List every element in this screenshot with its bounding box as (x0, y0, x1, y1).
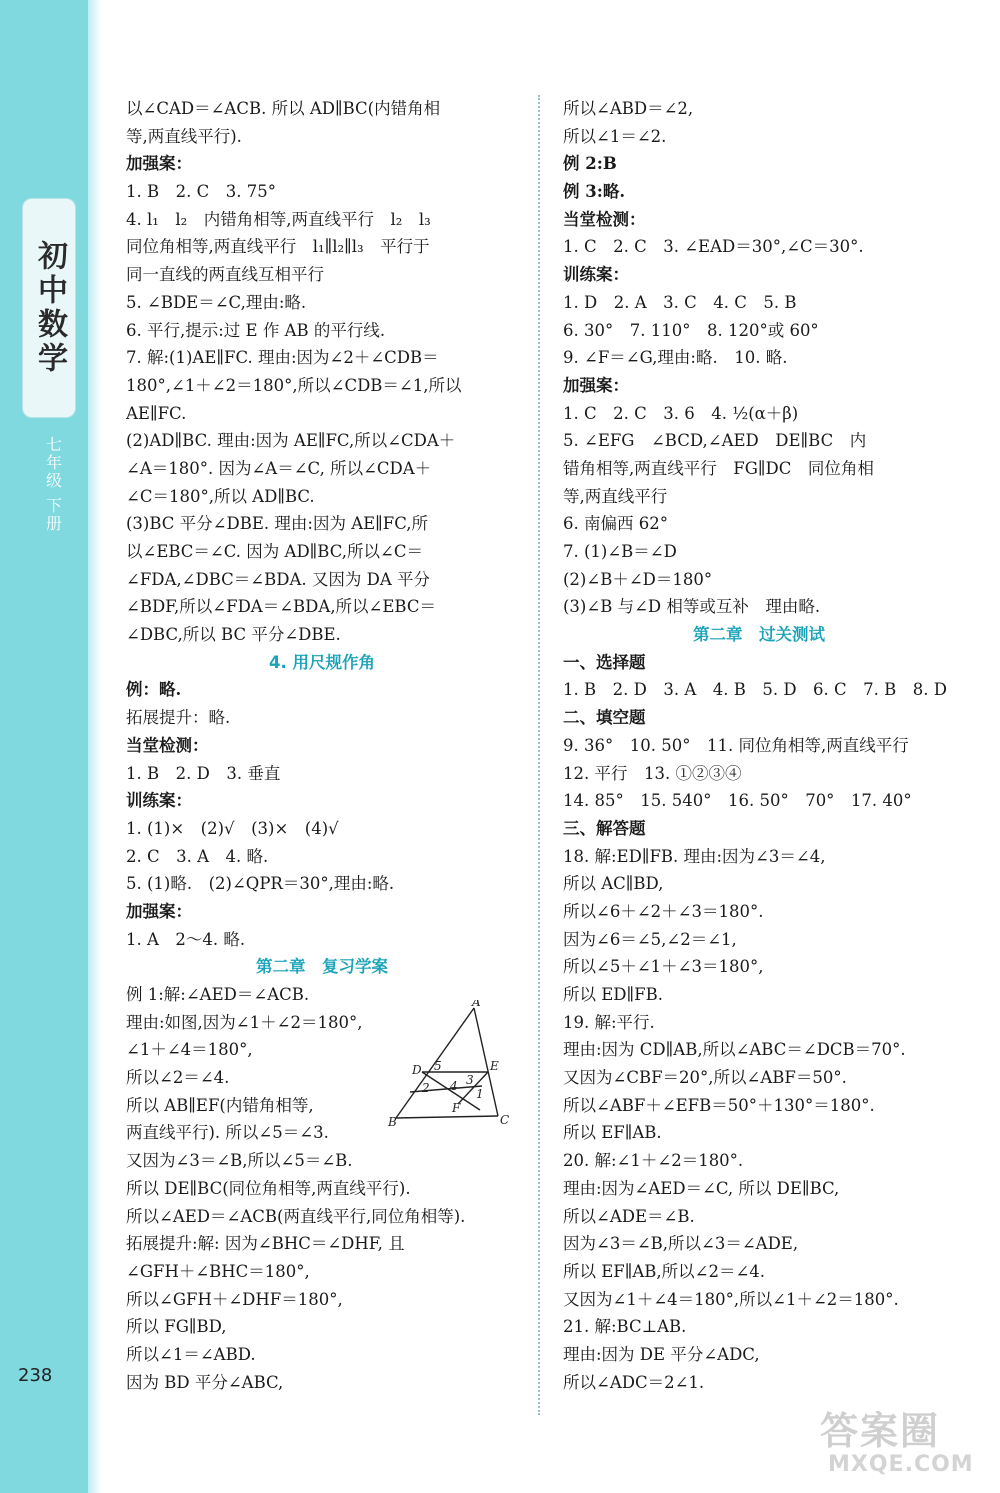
grade-label: 七年级 下册 (43, 436, 63, 534)
answer-line: 所以 AC∥BD, (563, 874, 664, 894)
answer-line: 又因为∠1＋∠4＝180°,所以∠1＋∠2＝180°. (563, 1289, 899, 1309)
answer-line: 9. 36° 10. 50° 11. 同位角相等,两直线平行 (563, 735, 909, 755)
answer-line: 19. 解:平行. (563, 1012, 655, 1032)
answer-line: ∠DBC,所以 BC 平分∠DBE. (126, 625, 341, 645)
answer-line: ∠1＋∠4＝180°, (126, 1040, 253, 1060)
answer-line: 1. C 2. C 3. 6 4. ½(α＋β) (563, 403, 799, 423)
answer-line: 加强案： (563, 375, 629, 395)
answer-line: 所以∠ADE＝∠B. (563, 1206, 695, 1226)
answer-line: ∠BDF,所以∠FDA＝∠BDA,所以∠EBC＝ (126, 597, 436, 617)
answer-line: 1. B 2. D 3. 垂直 (126, 763, 281, 783)
answer-line: 2. C 3. A 4. 略. (126, 846, 269, 866)
triangle-diagram (382, 1000, 520, 1130)
answer-line: 所以 EF∥AB. (563, 1123, 662, 1143)
answer-line: 5. ∠EFG ∠BCD,∠AED DE∥BC 内 (563, 431, 867, 451)
answer-line: 因为 BD 平分∠ABC, (126, 1372, 284, 1392)
answer-line: 所以∠2＝∠4. (126, 1068, 230, 1088)
section-title: 4. 用尺规作角 (269, 652, 375, 672)
answer-line: 错角相等,两直线平行 FG∥DC 同位角相 (563, 458, 874, 478)
answer-line: 加强案： (126, 154, 192, 174)
answer-line: (2)AD∥BC. 理由:因为 AE∥FC,所以∠CDA＋ (126, 431, 456, 451)
answer-line: 7. (1)∠B＝∠D (563, 542, 677, 561)
answer-line: 6. 南偏西 62° (563, 514, 668, 534)
answer-line: 一、选择题 (563, 652, 646, 672)
answer-line: 所以∠ADC＝2∠1. (563, 1372, 705, 1392)
answer-line: 4. l₁ l₂ 内错角相等,两直线平行 l₂ l₃ (126, 209, 431, 229)
answer-line: 例 3:略. (563, 182, 626, 202)
left-column (126, 95, 518, 1396)
diagram-label: F (452, 1101, 461, 1115)
answer-line: 理由:因为 DE 平分∠ADC, (563, 1344, 760, 1364)
answer-line: 1. C 2. C 3. ∠EAD＝30°,∠C＝30°. (563, 237, 864, 257)
answer-line: 例 1:解:∠AED＝∠ACB. (126, 985, 310, 1004)
answer-line: 6. 30° 7. 110° 8. 120°或 60° (563, 320, 819, 340)
answer-line: 二、填空题 (563, 708, 646, 728)
answer-line: ∠A＝180°. 因为∠A＝∠C, 所以∠CDA＋ (126, 458, 432, 478)
answer-line: 同位角相等,两直线平行 l₁∥l₂∥l₃ 平行于 (126, 237, 430, 257)
answer-line: 理由:因为 CD∥AB,所以∠ABC＝∠DCB＝70°. (563, 1040, 906, 1060)
answer-line: 三、解答题 (563, 818, 646, 838)
book-title-tab (22, 198, 76, 418)
answer-line: 1. B 2. C 3. 75° (126, 182, 276, 202)
watermark-url: MXQE.COM (828, 1452, 974, 1477)
answer-line: 所以∠5＋∠1＋∠3＝180°, (563, 957, 764, 977)
answer-line: 所以 FG∥BD, (126, 1317, 227, 1337)
page-number: 238 (18, 1365, 53, 1386)
answer-line: 5. ∠BDE＝∠C,理由:略. (126, 292, 307, 312)
answer-line: (3)∠B 与∠D 相等或互补 理由略. (563, 597, 821, 617)
edge-BC (396, 1116, 498, 1118)
diagram-label: 5 (434, 1059, 442, 1073)
answer-line: 所以 EF∥AB,所以∠2＝∠4. (563, 1261, 766, 1281)
answer-line: 例 2:B (563, 154, 617, 174)
answer-line: 所以∠1＝∠ABD. (126, 1344, 256, 1364)
answer-line: 所以∠AED＝∠ACB(两直线平行,同位角相等). (126, 1206, 466, 1226)
diagram-label: 2 (422, 1081, 430, 1095)
answer-line: (3)BC 平分∠DBE. 理由:因为 AE∥FC,所 (126, 514, 429, 534)
diagram-label: E (490, 1059, 499, 1073)
watermark-logo: 答案圈 (820, 1409, 941, 1453)
answer-line: 1. (1)× (2)√ (3)× (4)√ (126, 818, 339, 838)
diagram-label: A (472, 1000, 481, 1009)
answer-line: 例：略. (126, 680, 182, 700)
answer-line: 同一直线的两直线互相平行 (126, 265, 324, 285)
answer-line: 等,两直线平行). (126, 126, 242, 146)
diagram-label: D (412, 1063, 422, 1077)
answer-line: 所以 DE∥BC(同位角相等,两直线平行). (126, 1178, 411, 1198)
answer-line: ∠FDA,∠DBC＝∠BDA. 又因为 DA 平分 (126, 569, 430, 589)
answer-line: 所以∠1＝∠2. (563, 126, 667, 146)
answer-line: 因为∠3＝∠B,所以∠3＝∠ADE, (563, 1234, 799, 1254)
answer-line: 以∠EBC＝∠C. 因为 AD∥BC,所以∠C＝ (126, 542, 423, 561)
answer-line: 1. A 2～4. 略. (126, 929, 246, 949)
answer-line: 当堂检测： (563, 209, 646, 229)
answer-line: 所以∠GFH＋∠DHF＝180°, (126, 1289, 343, 1309)
answer-line: 拓展提升:解: 因为∠BHC＝∠DHF, 且 (126, 1234, 405, 1254)
answer-line: 训练案： (126, 791, 192, 811)
diagram-label: 3 (466, 1073, 474, 1087)
geometry-figure (382, 1000, 520, 1130)
answer-line: 9. ∠F＝∠G,理由:略. 10. 略. (563, 348, 788, 368)
answer-line: ∠GFH＋∠BHC＝180°, (126, 1261, 310, 1281)
answer-line: 理由:如图,因为∠1＋∠2＝180°, (126, 1012, 363, 1032)
answer-line: 20. 解:∠1＋∠2＝180°. (563, 1151, 744, 1171)
answer-line: 所以 AB∥EF(内错角相等, (126, 1095, 314, 1115)
answer-line: 所以∠ABD＝∠2, (563, 99, 694, 118)
answer-line: 5. (1)略. (2)∠QPR＝30°,理由:略. (126, 874, 395, 894)
diagram-label: C (500, 1113, 510, 1127)
answer-line: 180°,∠1＋∠2＝180°,所以∠CDB＝∠1,所以 (126, 375, 462, 395)
section-title: 第二章 复习学案 (256, 957, 388, 977)
section-title: 第二章 过关测试 (693, 625, 825, 645)
answer-line: 又因为∠CBF＝20°,所以∠ABF＝50°. (563, 1068, 847, 1088)
diagram-label: 1 (476, 1087, 484, 1101)
answer-line: 训练案： (563, 265, 629, 285)
right-column (563, 95, 955, 1396)
answer-line: 等,两直线平行 (563, 486, 668, 506)
answer-line: 所以 ED∥FB. (563, 985, 663, 1004)
answer-line: 21. 解:BC⊥AB. (563, 1317, 687, 1337)
book-title: 初中数学 (32, 240, 67, 376)
answer-line: 1. D 2. A 3. C 4. C 5. B (563, 292, 797, 312)
answer-line: 所以∠ABF＋∠EFB＝50°＋130°＝180°. (563, 1095, 875, 1115)
answer-line: 因为∠6＝∠5,∠2＝∠1, (563, 929, 737, 949)
answer-line: (2)∠B＋∠D＝180° (563, 569, 713, 589)
answer-line: 12. 平行 13. ①②③④ (563, 763, 742, 783)
answer-line: 18. 解:ED∥FB. 理由:因为∠3＝∠4, (563, 846, 826, 866)
answer-line: ∠C＝180°,所以 AD∥BC. (126, 486, 315, 506)
column-divider (538, 95, 540, 1415)
answer-line: 当堂检测： (126, 735, 209, 755)
answer-line: 理由:因为∠AED＝∠C, 所以 DE∥BC, (563, 1178, 840, 1198)
answer-line: 6. 平行,提示:过 E 作 AB 的平行线. (126, 320, 386, 340)
diagram-label: 4 (450, 1079, 458, 1093)
answer-line: 又因为∠3＝∠B,所以∠5＝∠B. (126, 1151, 353, 1171)
side-band-fade (88, 0, 102, 1493)
diagram-label: B (388, 1115, 397, 1129)
watermark (820, 1400, 995, 1490)
answer-line: 1. B 2. D 3. A 4. B 5. D 6. C 7. B 8. D (563, 680, 948, 700)
answer-line: 加强案： (126, 901, 192, 921)
answer-line: 两直线平行). 所以∠5＝∠3. (126, 1123, 329, 1143)
answer-line: AE∥FC. (126, 403, 187, 423)
grade-tab (40, 420, 66, 550)
answer-line: 所以∠6＋∠2＋∠3＝180°. (563, 901, 764, 921)
answer-line: 7. 解:(1)AE∥FC. 理由:因为∠2＋∠CDB＝ (126, 348, 439, 368)
answer-line: 以∠CAD＝∠ACB. 所以 AD∥BC(内错角相 (126, 99, 441, 118)
answer-line: 14. 85° 15. 540° 16. 50° 70° 17. 40° (563, 791, 912, 811)
answer-line: 拓展提升：略. (126, 708, 231, 728)
